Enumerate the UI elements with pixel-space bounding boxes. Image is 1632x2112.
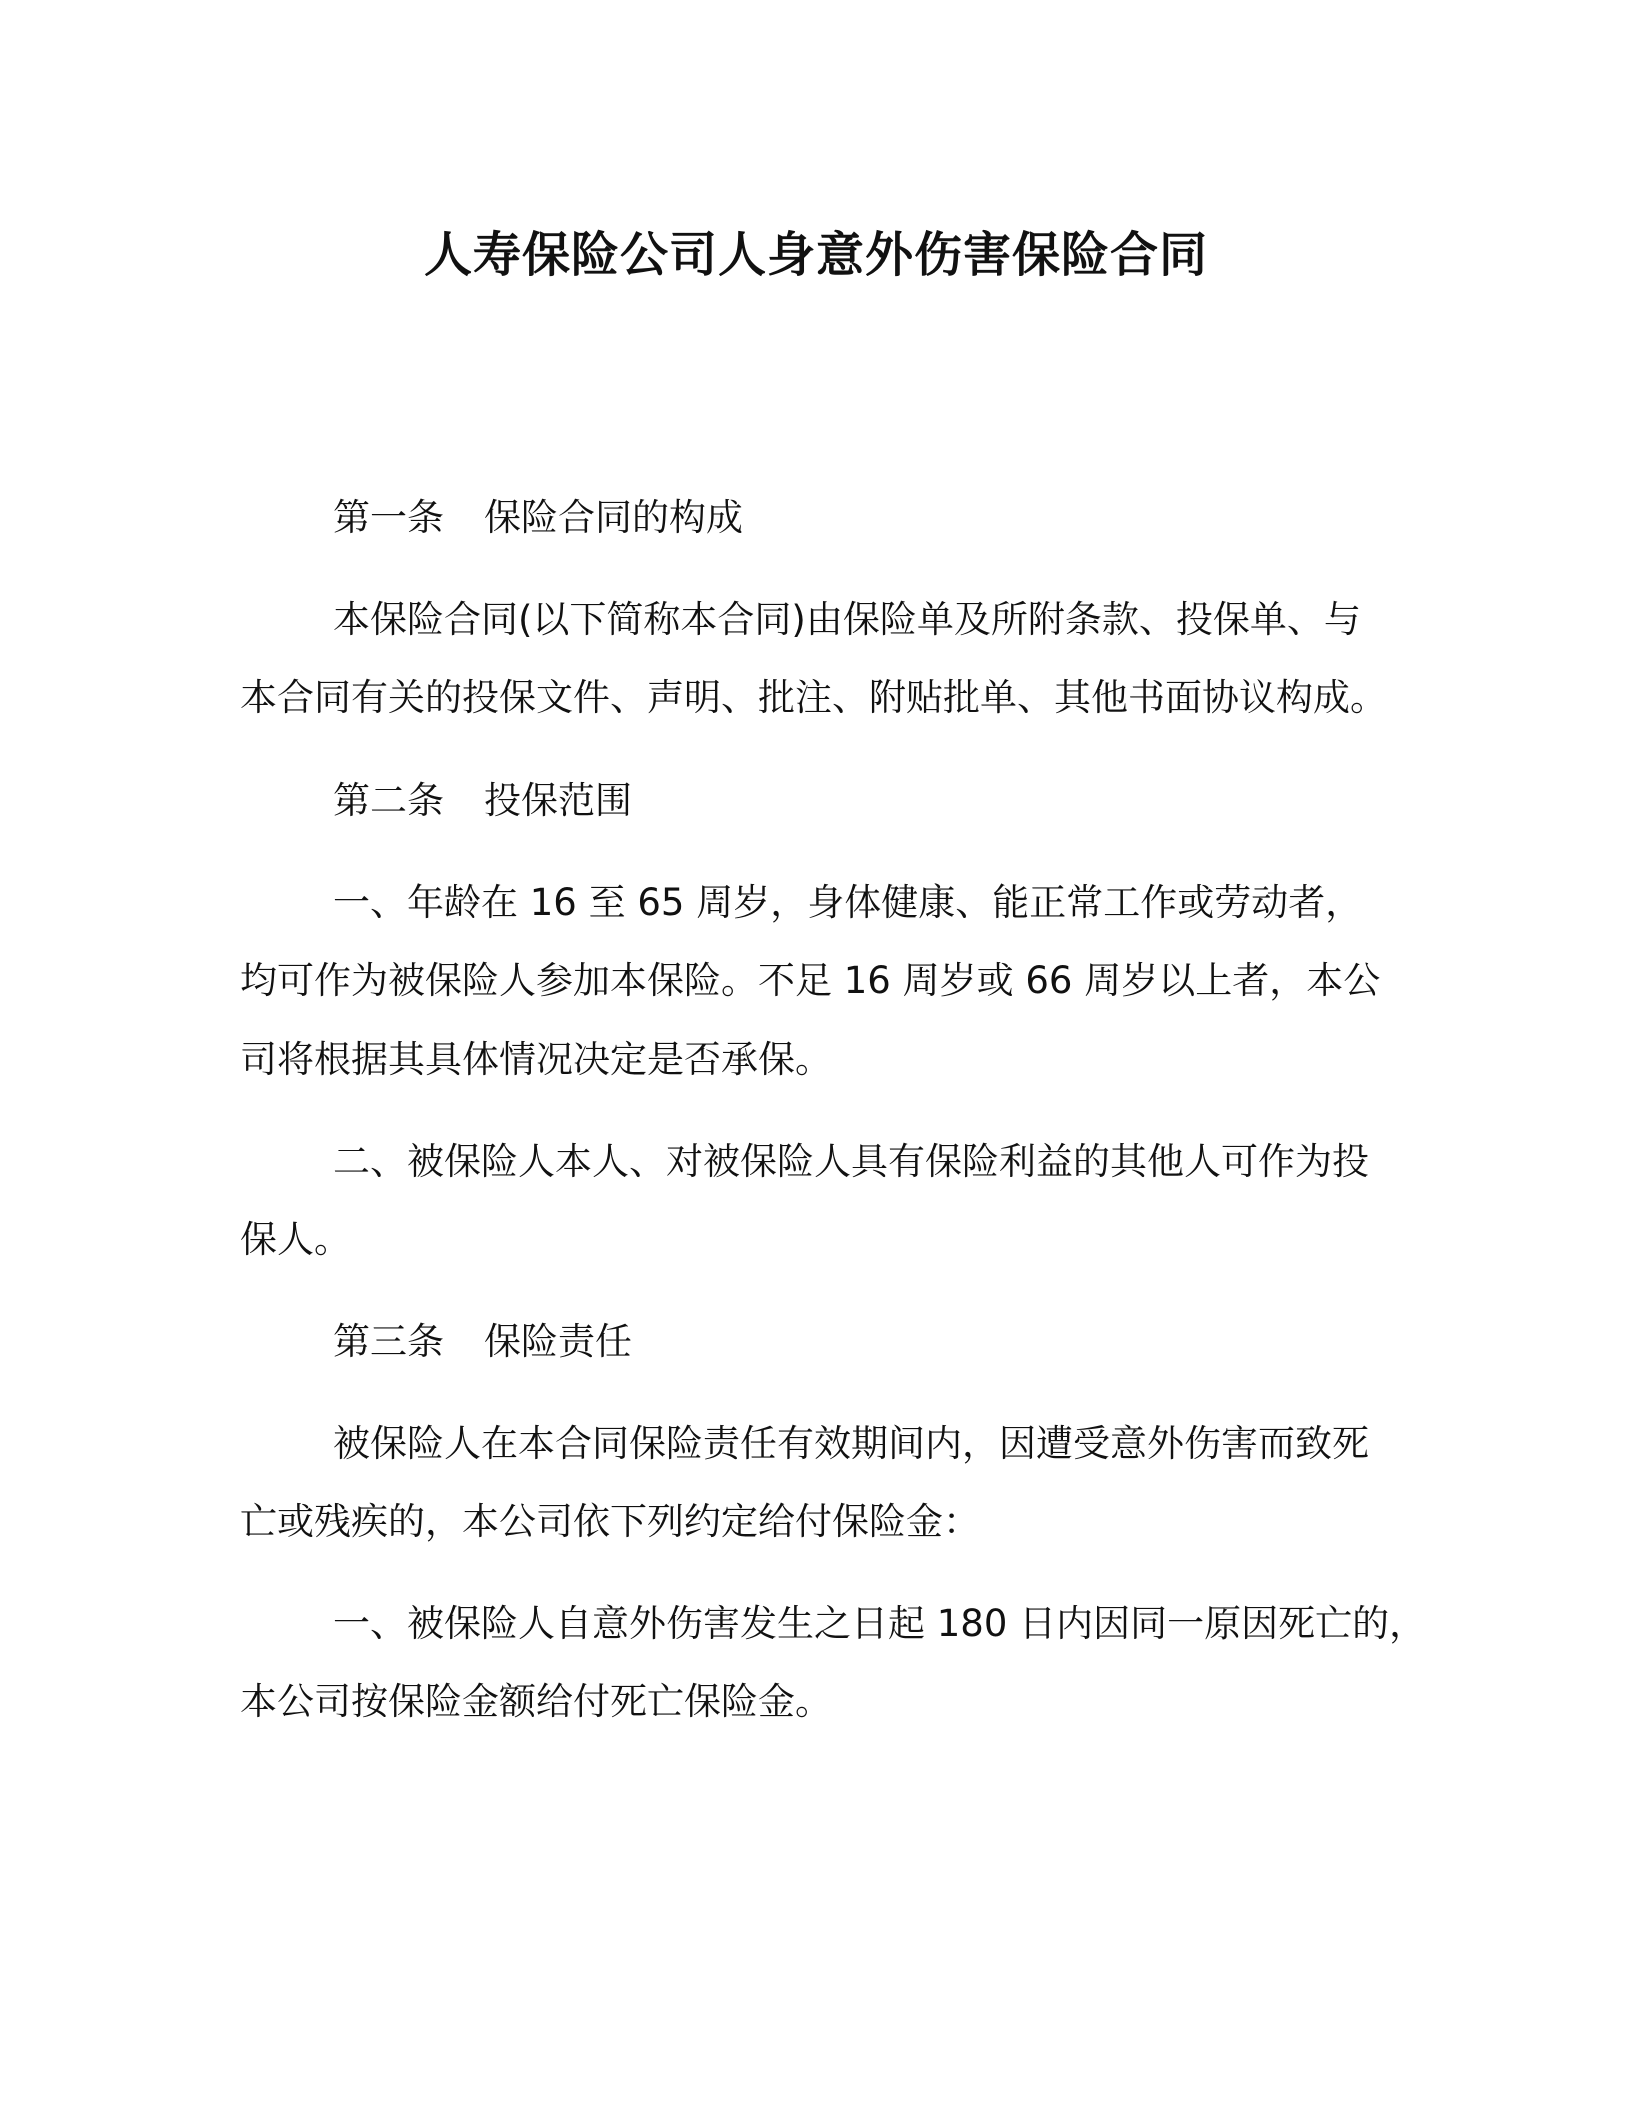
paragraph-line: 本保险合同(以下简称本合同)由保险单及所附条款、投保单、与 bbox=[333, 598, 1361, 641]
article-number: 第三条 bbox=[333, 1320, 444, 1363]
article-number: 第二条 bbox=[333, 779, 444, 822]
paragraph-line: 本公司按保险金额给付死亡保险金。 bbox=[240, 1680, 832, 1723]
paragraph-line: 均可作为被保险人参加本保险。不足 16 周岁或 66 周岁以上者，本公 bbox=[240, 959, 1381, 1002]
paragraph-line: 本合同有关的投保文件、声明、批注、附贴批单、其他书面协议构成。 bbox=[240, 676, 1387, 719]
article-3-heading bbox=[333, 1316, 632, 1368]
article-title: 保险合同的构成 bbox=[484, 496, 743, 539]
paragraph-line: 保人。 bbox=[240, 1218, 351, 1261]
article-2-heading bbox=[333, 775, 632, 827]
paragraph-line: 一、年龄在 16 至 65 周岁，身体健康、能正常工作或劳动者， bbox=[333, 881, 1363, 924]
document-title: 人寿保险公司人身意外伤害保险合同 bbox=[423, 227, 1208, 283]
paragraph-line: 二、被保险人本人、对被保险人具有保险利益的其他人可作为投 bbox=[333, 1140, 1369, 1183]
paragraph-line: 一、被保险人自意外伤害发生之日起 180 日内因同一原因死亡的， bbox=[333, 1602, 1427, 1645]
paragraph-line: 被保险人在本合同保险责任有效期间内，因遭受意外伤害而致死 bbox=[333, 1422, 1369, 1465]
article-title: 投保范围 bbox=[484, 779, 632, 822]
article-1-heading bbox=[333, 492, 743, 544]
article-title: 保险责任 bbox=[484, 1320, 632, 1363]
paragraph-line: 司将根据其具体情况决定是否承保。 bbox=[240, 1038, 832, 1081]
article-number: 第一条 bbox=[333, 496, 444, 539]
paragraph-line: 亡或残疾的，本公司依下列约定给付保险金： bbox=[240, 1500, 980, 1543]
